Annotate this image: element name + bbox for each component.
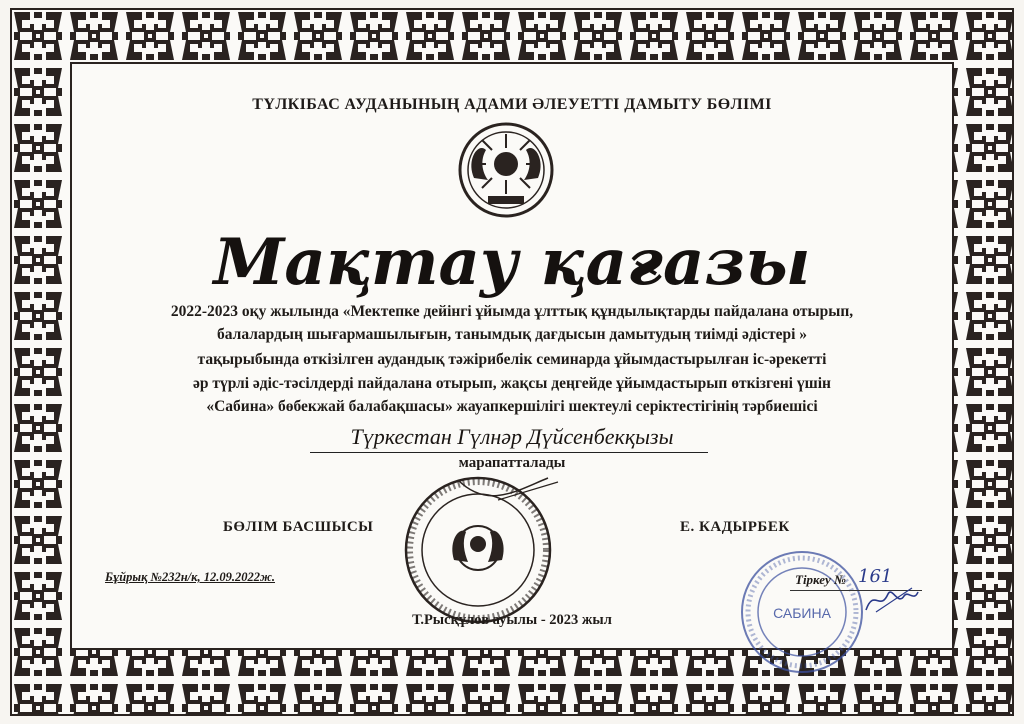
signer-position: БӨЛІМ БАСШЫСЫ [223, 519, 374, 535]
department-title: ТҮЛКІБАС АУДАНЫНЫҢ АДАМИ ӘЛЕУЕТТІ ДАМЫТУ БӨЛІМІ [252, 96, 772, 113]
state-emblem-icon [456, 120, 556, 220]
body-line-2: балалардың шығармашылығын, танымдық дағдысын дамытудың тиімді әдістері » [216, 326, 807, 343]
signer-name: Е. КАДЫРБЕК [680, 519, 790, 535]
awarded-text: марапатталады [458, 455, 566, 471]
document-title: Мақтау қағазы [213, 225, 811, 300]
stamp-label: САБИНА [773, 605, 831, 621]
official-seal-stamp [398, 470, 560, 630]
body-line-3: тақырыбында өткізілген аудандық тәжірибелік семинарда ұйымдастырылған іс-әрекетті [197, 351, 827, 368]
body-line-1: 2022-2023 оқу жылында «Мектепке дейінгі ұйымда ұлттық құндылықтарды пайдалана отырып, [170, 303, 854, 320]
body-line-4: әр түрлі әдіс-тәсілдерді пайдалана отырып, жақсы деңгейде ұйымдастырып өткізгені үшін [193, 375, 831, 392]
register-number: 161 [858, 566, 893, 587]
recipient-name: Түркестан Гүлнәр Дүйсенбекқызы [350, 424, 674, 449]
register-label: Тіркеу № [795, 572, 846, 587]
order-reference: Бұйрық №232н/к, 12.09.2022ж. [105, 570, 275, 584]
body-line-5: «Сабина» бөбекжай балабақшасы» жауапкершілігі шектеулі серіктестігінің тәрбиешісі [206, 398, 818, 415]
recipient-underline [310, 452, 708, 453]
place-and-year: Т.Рысқұлов ауылы - 2023 жыл [412, 612, 612, 628]
